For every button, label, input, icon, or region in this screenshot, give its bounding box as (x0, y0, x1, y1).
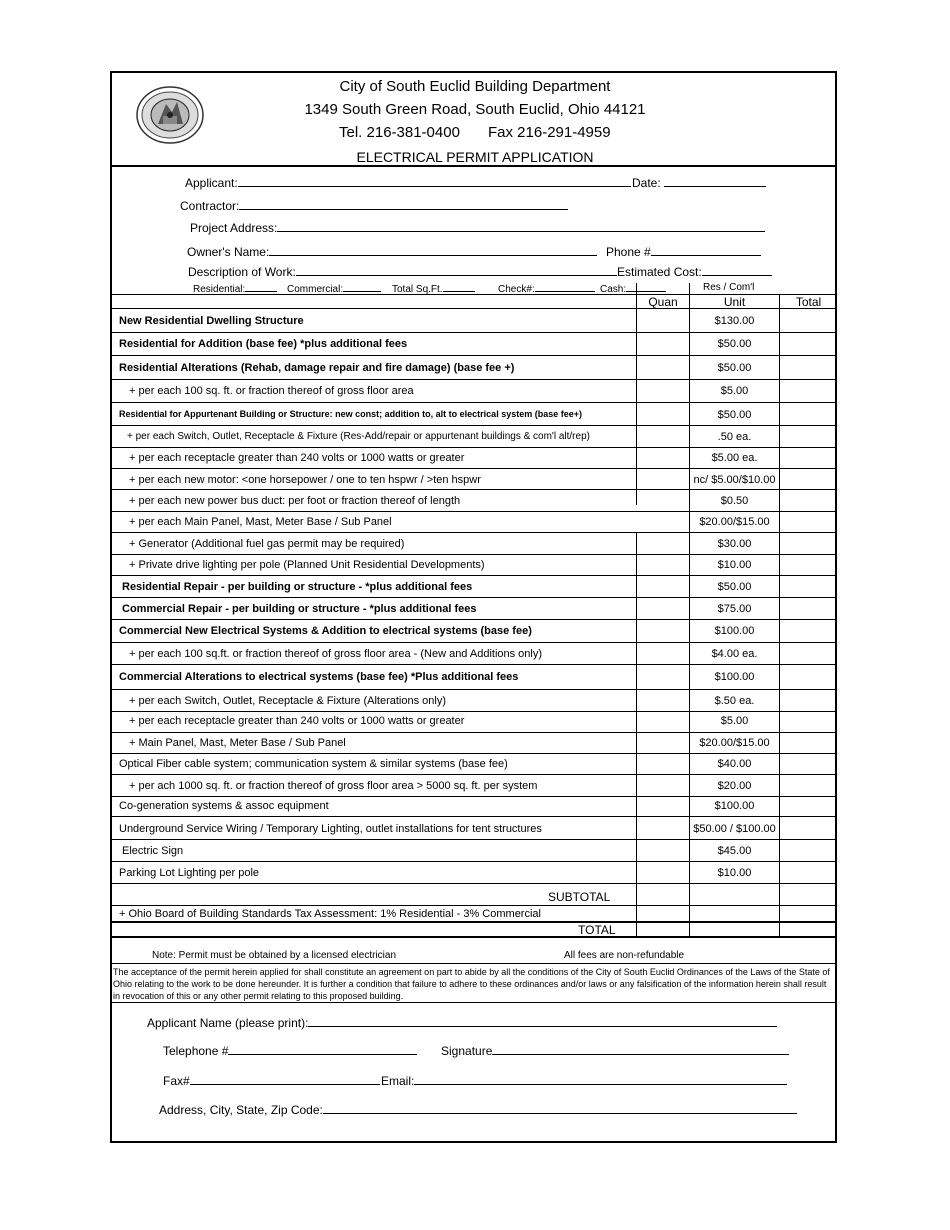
col-quan-header: Quan (648, 295, 678, 309)
fee-row-5-desc: Residential for Appurtenant Building or Structure: new const; addition to, alt to electrical system (base fee+) (119, 409, 582, 419)
project-address-line[interactable] (277, 220, 765, 232)
address-line[interactable] (323, 1102, 797, 1114)
applicant-name-line[interactable] (308, 1015, 777, 1027)
department-name: City of South Euclid Building Department (339, 78, 611, 95)
form-title: ELECTRICAL PERMIT APPLICATION (356, 149, 594, 165)
estimated-cost-label: Estimated Cost: (617, 265, 702, 279)
department-fax: Fax 216-291-4959 (488, 124, 611, 141)
row-border (111, 468, 837, 469)
header-divider (111, 165, 837, 167)
row-border (111, 642, 837, 643)
contractor-field[interactable] (180, 198, 568, 213)
fee-row-26-unit: $10.00 (717, 867, 752, 879)
total-label: TOTAL (578, 923, 616, 937)
row-border (111, 447, 837, 448)
fee-row-3-desc: Residential Alterations (Rehab, damage repair and fire damage) (base fee +) (119, 362, 515, 374)
fee-row-10-desc: + per each Main Panel, Mast, Meter Base / Sub Panel (129, 516, 392, 528)
fee-row-24-unit: $50.00 / $100.00 (693, 823, 776, 835)
telephone-field[interactable] (163, 1043, 417, 1058)
subtotal-label: SUBTOTAL (548, 890, 611, 904)
commercial-label: Commercial: (287, 284, 344, 295)
header-row-border (111, 308, 837, 309)
row-border (111, 711, 837, 712)
fee-row-7-unit: $5.00 ea. (711, 452, 758, 464)
applicant-name-label: Applicant Name (please print): (147, 1016, 309, 1030)
row-border (111, 379, 837, 380)
applicant-field[interactable] (185, 175, 631, 190)
row-border (111, 402, 837, 403)
address-label: Address, City, State, Zip Code: (159, 1103, 323, 1117)
estimated-cost-line[interactable] (702, 264, 772, 276)
cash-line[interactable] (626, 282, 666, 292)
row-border (111, 883, 837, 884)
row-border (111, 532, 837, 533)
tax-border (111, 921, 837, 923)
email-label: Email: (381, 1074, 415, 1088)
row-border (111, 554, 837, 555)
fee-row-18-unit: $.50 ea. (714, 695, 755, 707)
fee-row-11-desc: + Generator (Additional fuel gas permit may be required) (129, 538, 405, 550)
legal-border (111, 1002, 837, 1003)
row-border (111, 575, 837, 576)
fee-row-15-desc: Commercial New Electrical Systems & Addition to electrical systems (base fee) (119, 625, 532, 637)
owners-name-line[interactable] (269, 244, 597, 256)
row-border (111, 796, 837, 797)
total-sqft-line[interactable] (443, 282, 475, 292)
phone-field[interactable] (606, 244, 761, 259)
fee-row-8-desc: + per each new motor: <one horsepower / one to ten hspwr / >ten hspwr (129, 474, 481, 486)
fee-row-16-unit: $4.00 ea. (711, 648, 758, 660)
signature-label: Signature (441, 1044, 493, 1058)
fee-row-12-desc: + Private drive lighting per pole (Planned Unit Residential Developments) (129, 559, 485, 571)
project-address-label: Project Address: (190, 221, 278, 235)
row-border (111, 664, 837, 665)
department-address: 1349 South Green Road, South Euclid, Ohio 44121 (304, 101, 646, 118)
fee-row-6-desc: + per each Switch, Outlet, Receptacle & Fixture (Res-Add/repair or appurtenant buildings & com'l alt/rep) (127, 431, 590, 442)
city-seal-icon (136, 86, 204, 144)
project-address-field[interactable] (190, 220, 765, 235)
fax-label: Fax# (163, 1074, 190, 1088)
row-border (111, 355, 837, 356)
fee-row-12-unit: $10.00 (717, 559, 752, 571)
fee-row-9-unit: $0.50 (720, 495, 749, 507)
subtotal-border (111, 905, 837, 906)
row-border (111, 689, 837, 690)
date-field[interactable] (632, 175, 766, 190)
fee-row-17-desc: Commercial Alterations to electrical systems (base fee) *Plus additional fees (119, 671, 519, 683)
signature-line[interactable] (492, 1043, 789, 1055)
fee-row-23-unit: $100.00 (714, 800, 755, 812)
fee-row-14-unit: $75.00 (717, 603, 752, 615)
fee-row-19-desc: + per each receptacle greater than 240 volts or 1000 watts or greater (129, 715, 465, 727)
fee-row-25-desc: Electric Sign (122, 845, 184, 857)
col-total-header: Total (795, 295, 822, 309)
col-divider-total (779, 294, 780, 937)
date-label: Date: (632, 176, 661, 190)
row-border (111, 332, 837, 333)
contractor-label: Contractor: (180, 199, 240, 213)
fax-line[interactable] (190, 1073, 380, 1085)
row-border (111, 816, 837, 817)
fee-row-19-unit: $5.00 (720, 715, 749, 727)
row-border (111, 753, 837, 754)
owners-name-label: Owner's Name: (187, 245, 270, 259)
fee-row-7-desc: + per each receptacle greater than 240 volts or 1000 watts or greater (129, 452, 465, 464)
fee-row-6-unit: .50 ea. (717, 431, 752, 443)
fee-row-1-desc: New Residential Dwelling Structure (119, 315, 304, 327)
row-border (111, 861, 837, 862)
department-telephone: Tel. 216-381-0400 (339, 124, 460, 141)
phone-label: Phone # (606, 245, 651, 259)
fee-row-1-unit: $130.00 (714, 315, 755, 327)
telephone-label: Telephone # (163, 1044, 229, 1058)
applicant-name-field[interactable] (147, 1015, 777, 1030)
fee-row-15-unit: $100.00 (714, 625, 755, 637)
fee-row-23-desc: Co-generation systems & assoc equipment (119, 800, 329, 812)
phone-line[interactable] (651, 244, 761, 256)
row-border (111, 619, 837, 620)
fee-row-13-desc: Residential Repair - per building or structure - *plus additional fees (122, 581, 473, 593)
residential-line[interactable] (245, 282, 277, 292)
col-divider-quan-upper (636, 283, 637, 505)
check-line[interactable] (535, 282, 595, 292)
fee-row-4-unit: $5.00 (720, 385, 749, 397)
check-label: Check#: (498, 284, 535, 295)
nonrefundable-note: All fees are non-refundable (564, 950, 685, 961)
applicant-label: Applicant: (185, 176, 238, 190)
col-divider-quan-lower (636, 533, 637, 937)
email-field[interactable] (381, 1073, 787, 1088)
email-line[interactable] (414, 1073, 787, 1085)
table-bottom-border (111, 936, 837, 938)
telephone-line[interactable] (228, 1043, 417, 1055)
fee-row-21-unit: $40.00 (717, 758, 752, 770)
description-line[interactable] (296, 264, 617, 276)
row-border (111, 425, 837, 426)
fee-row-2-desc: Residential for Addition (base fee) *plus additional fees (119, 338, 408, 350)
fee-row-16-desc: + per each 100 sq.ft. or fraction thereof of gross floor area - (New and Additions only) (129, 648, 543, 660)
residential-label: Residential: (193, 284, 246, 295)
fee-row-5-unit: $50.00 (717, 409, 752, 421)
fee-row-9-desc: + per each new power bus duct: per foot or fraction thereof of length (129, 495, 461, 507)
fee-row-25-unit: $45.00 (717, 845, 752, 857)
fee-row-21-desc: Optical Fiber cable system; communication system & similar systems (base fee) (119, 758, 508, 770)
licensed-note: Note: Permit must be obtained by a licensed electrician (152, 950, 397, 961)
commercial-line[interactable] (343, 282, 381, 292)
fee-row-8-unit: nc/ $5.00/$10.00 (693, 474, 776, 486)
col-unit-header: Unit (723, 295, 746, 309)
signature-field[interactable] (441, 1043, 789, 1058)
fee-row-22-desc: + per ach 1000 sq. ft. or fraction thereof of gross floor area > 5000 sq. ft. per system (129, 780, 538, 792)
address-field[interactable] (159, 1102, 797, 1117)
fee-row-11-unit: $30.00 (717, 538, 752, 550)
owners-name-field[interactable] (187, 244, 597, 259)
cash-label: Cash: (600, 284, 627, 295)
applicant-line[interactable] (238, 175, 631, 187)
legal-disclaimer: The acceptance of the permit herein applied for shall constitute an agreement on part to abide by all the conditions of the City of South Euclid Ordinances of the Laws of the State of Ohio relating to the work to be done hereunder. It is further a condition that failure to adhere to these ordinances and/or laws or any falsification of the information herein shall result in revocation of this or any other permit relating to this proposed building. (113, 967, 830, 1001)
description-field[interactable] (188, 264, 617, 279)
fee-row-22-unit: $20.00 (717, 780, 752, 792)
row-border (111, 774, 837, 775)
estimated-cost-field[interactable] (617, 264, 772, 279)
fee-row-2-unit: $50.00 (717, 338, 752, 350)
description-label: Description of Work: (188, 265, 296, 279)
fax-field[interactable] (163, 1073, 380, 1088)
row-border (111, 489, 837, 490)
row-border (111, 732, 837, 733)
notes-border (111, 963, 837, 964)
fee-row-20-desc: + Main Panel, Mast, Meter Base / Sub Panel (129, 737, 346, 749)
date-line[interactable] (664, 175, 766, 187)
res-coml-label: Res / Com'l (703, 282, 755, 293)
fee-row-17-unit: $100.00 (714, 671, 755, 683)
row-border (111, 511, 837, 512)
row-border (111, 839, 837, 840)
fee-row-20-unit: $20.00/$15.00 (699, 737, 770, 749)
fee-row-14-desc: Commercial Repair - per building or structure - *plus additional fees (122, 603, 477, 615)
row-border (111, 597, 837, 598)
tax-assessment-label: + Ohio Board of Building Standards Tax Assessment: 1% Residential - 3% Commercial (119, 908, 541, 920)
total-sqft-label: Total Sq.Ft. (392, 284, 443, 295)
fee-row-26-desc: Parking Lot Lighting per pole (119, 867, 260, 879)
fee-row-3-unit: $50.00 (717, 362, 752, 374)
contractor-line[interactable] (239, 198, 568, 210)
fee-row-13-unit: $50.00 (717, 581, 752, 593)
fee-row-24-desc: Underground Service Wiring / Temporary Lighting, outlet installations for tent structures (119, 823, 542, 835)
fee-row-4-desc: + per each 100 sq. ft. or fraction thereof of gross floor area (129, 385, 414, 397)
fee-row-10-unit: $20.00/$15.00 (699, 516, 770, 528)
fee-row-18-desc: + per each Switch, Outlet, Receptacle & Fixture (Alterations only) (129, 695, 447, 707)
